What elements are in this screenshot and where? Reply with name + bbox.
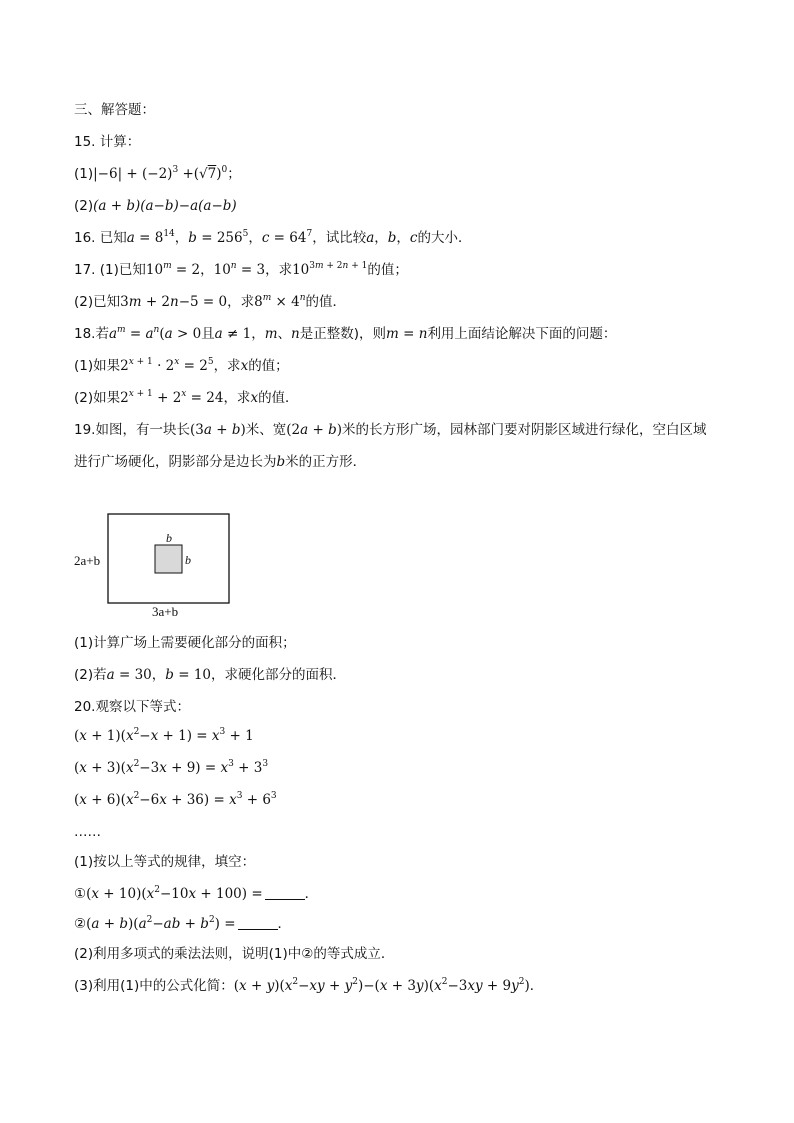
q18-intro: 18.若$a^m = a^n(a > 0$且a ≠ 1，m、n是正整数)，则m = n利用上面结论解决下面的问题： bbox=[74, 325, 617, 342]
q20-part2: (2)利用多项式的乘法法则，说明(1)中②的等式成立． bbox=[74, 946, 395, 962]
q20-fill1: ①(x + $10)(x^2-10x + 100)$ = ． bbox=[74, 885, 319, 902]
shaded-square bbox=[155, 545, 182, 573]
rectangle-figure bbox=[70, 510, 240, 620]
q18-part1: (1)如果$2^{x + 1} \cdot 2^x = 2^5$，求x的值； bbox=[74, 357, 289, 374]
q19-part1: (1)计算广场上需要硬化部分的面积； bbox=[74, 635, 296, 651]
q20-eq1: $(x + 1)(x^2-x + 1) = x^3 + 1$ bbox=[74, 727, 254, 744]
section-title: 三、解答题： bbox=[74, 102, 155, 118]
q20-fill2: ②(a + $b)(a^2-ab + b^2)$ = ． bbox=[74, 915, 292, 932]
answer-blank-1[interactable] bbox=[265, 887, 305, 900]
square-top-label: b bbox=[166, 531, 172, 545]
q20-part1: (1)按以上等式的规律，填空： bbox=[74, 854, 256, 870]
q20-ellipsis: …… bbox=[74, 824, 101, 840]
q17-part1: 17. (1)已知$10^m = 2$，$10^n = 3$，求$10^{3m + 2n + 1}$的值； bbox=[74, 261, 408, 278]
q19-line1: 19.如图，有一块长(3a + b)米、宽(2a + b)米的长方形广场，园林部门要对阴影区域进行绿化，空白区域 bbox=[74, 422, 707, 438]
left-dimension-label: 2a+b bbox=[74, 553, 101, 568]
q19-line2: 进行广场硬化，阴影部分是边长为b米的正方形． bbox=[74, 454, 367, 470]
q20-eq2: $(x + 3)(x^2-3x + 9) = x^3 + 3^3$ bbox=[74, 759, 269, 776]
q20-eq3: $(x + 6)(x^2-6x + 36) = x^3 + 6^3$ bbox=[74, 791, 277, 808]
q15-part1: $(1)|-6| + (-2)^3 +(√7)^0$； bbox=[74, 165, 241, 182]
bottom-dimension-label: 3a+b bbox=[152, 604, 179, 619]
q16-text: 16. 已知$a = 8^{14}$，$b = 256^5$，$c = 64^7$，试比较a，b，c的大小． bbox=[74, 229, 472, 246]
answer-blank-2[interactable] bbox=[238, 917, 278, 930]
q20-intro: 20.观察以下等式： bbox=[74, 699, 190, 715]
q19-part2: (2)若a = 30，b = 10，求硬化部分的面积． bbox=[74, 667, 346, 683]
q15-part2: (2)(a + b)(a−b)−a(a−b) bbox=[74, 198, 237, 214]
square-right-label: b bbox=[185, 553, 191, 567]
q20-part3: (3)利用(1)中的公式化简：$(x + y)(x^2-xy + y^2)-(x + 3y)(x^2-3xy + 9y^2)$． bbox=[74, 977, 544, 994]
q18-part2: (2)如果$2^{x + 1} + 2^x = 24$，求x的值． bbox=[74, 389, 299, 406]
q17-part2: (2)已知3m + 2n−5 = 0，求$8^m \times 4^n$的值． bbox=[74, 293, 347, 310]
q15-intro: 15. 计算： bbox=[74, 134, 141, 150]
